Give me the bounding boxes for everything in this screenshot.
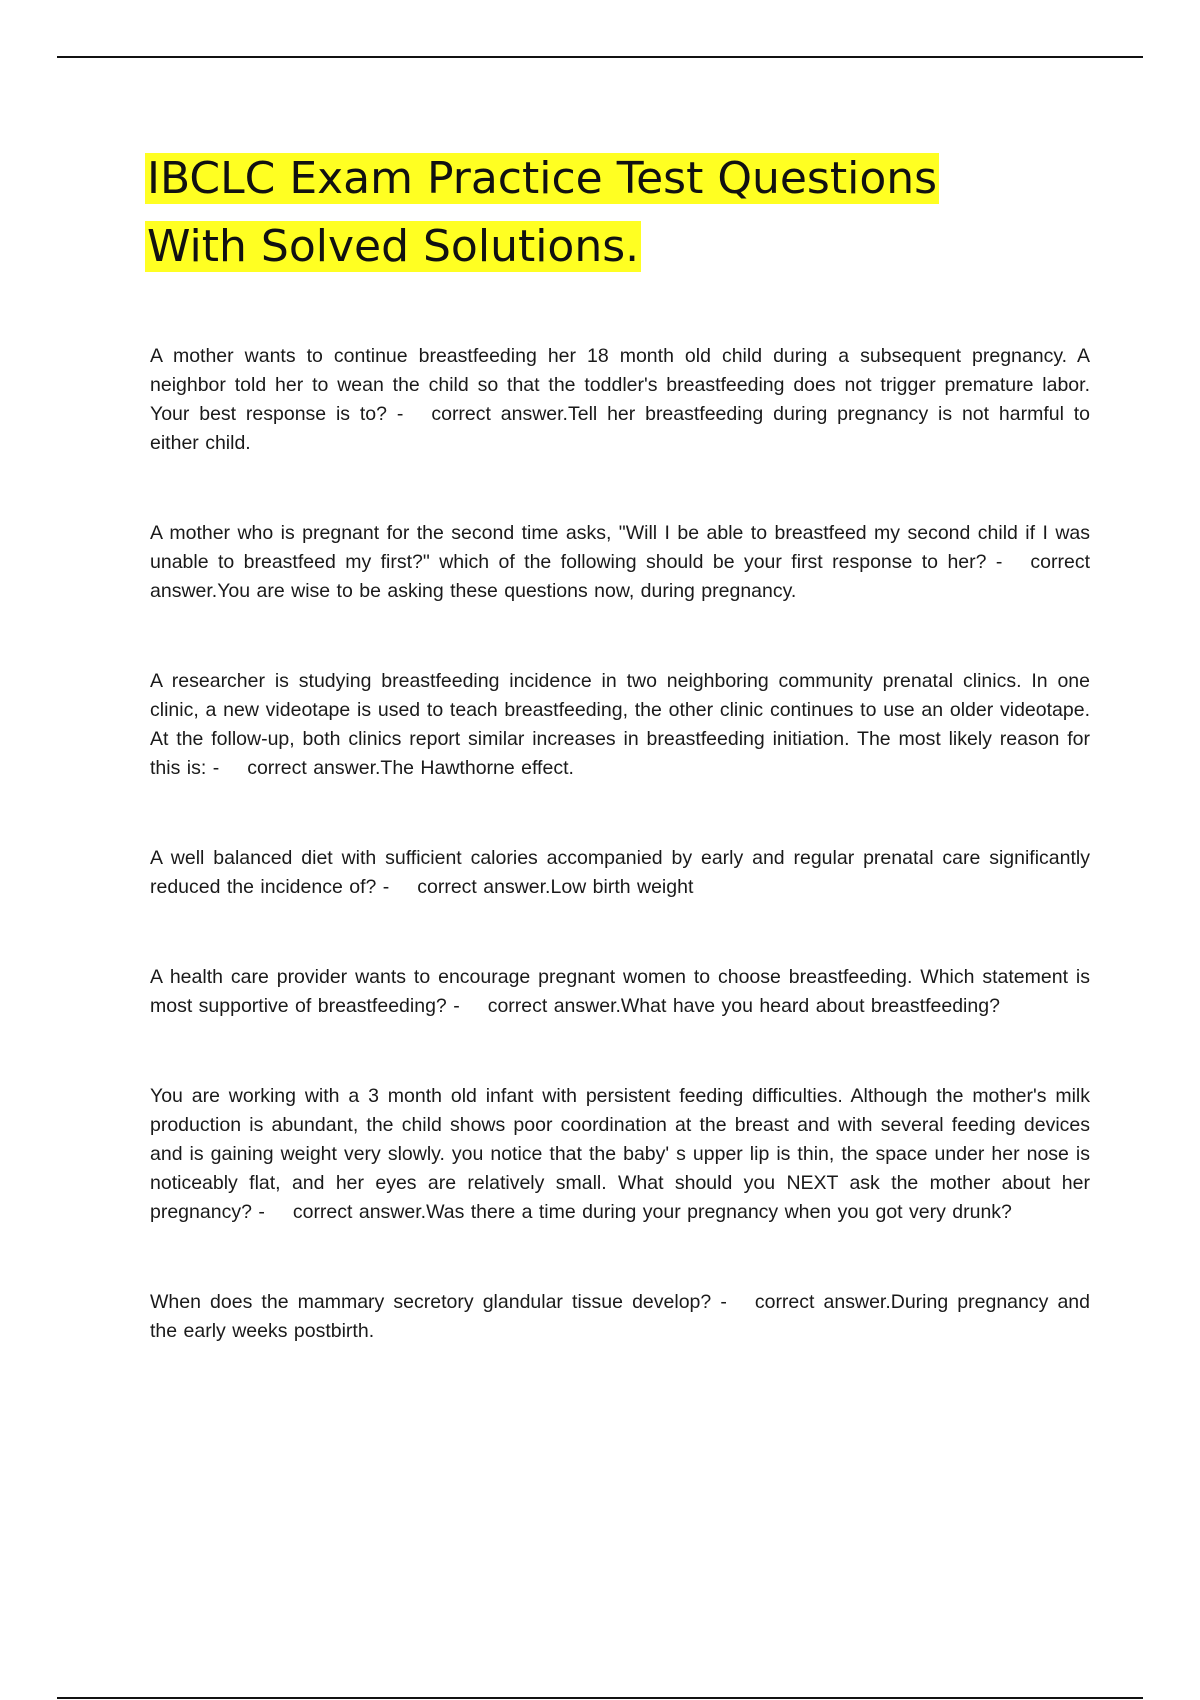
answer-label: correct answer. (150, 551, 1091, 602)
separator: - (382, 876, 390, 898)
answer-text: Tell her breastfeeding during pregnancy is not harmful to either child. (150, 403, 1091, 454)
question-text: When does the mammary secretory glandular tissue develop? (150, 1291, 712, 1313)
answer-text: Was there a time during your pregnancy when you got very drunk? (426, 1201, 1012, 1223)
answer-label: correct answer. (247, 757, 381, 779)
answer-text: You are wise to be asking these questions now, during pregnancy. (217, 580, 797, 602)
qa-item-2 (145, 519, 1090, 606)
answer-text: During pregnancy and the early weeks postbirth. (150, 1291, 1090, 1342)
header-rule (57, 56, 1143, 58)
question-text: A well balanced diet with sufficient calories accompanied by early and regular prenatal care significantly reduced the incidence of? (150, 847, 1090, 898)
question-text: A health care provider wants to encourage pregnant women to choose breastfeeding. Which statement is most supportive of breastfeeding? (150, 966, 1090, 1017)
separator: - (995, 551, 1003, 573)
answer-label: correct answer. (292, 1201, 427, 1223)
separator: - (453, 995, 460, 1017)
question-text: You are working with a 3 month old infant with persistent feeding difficulties. Although the mother's milk production is abundant, the child shows poor coordination at the breast and with several feeding devices and is gaining weight very slowly. you notice that the baby' s upper lip is thin, the space under her nose is noticeably flat, and her eyes are relatively small. What should you NEXT ask the mother about her pregnancy? (150, 1085, 1090, 1223)
separator: - (396, 403, 404, 425)
answer-text: Low birth weight (550, 876, 694, 898)
title-block (145, 145, 1045, 281)
qa-item-4 (145, 844, 1090, 902)
qa-item-7 (145, 1288, 1090, 1346)
qa-item-6 (145, 1082, 1090, 1227)
qa-item-1 (145, 342, 1090, 458)
separator: - (212, 757, 220, 779)
question-text: A mother who is pregnant for the second time asks, "Will I be able to breastfeed my second child if I was unable to breastfeed my first?" which of the following should be your first response to her? (150, 522, 1090, 573)
qa-item-5 (145, 963, 1090, 1021)
qa-item-3 (145, 667, 1090, 783)
answer-text: The Hawthorne effect. (380, 757, 574, 779)
footer-rule (57, 1697, 1143, 1699)
qa-list (145, 342, 1090, 1407)
question-text: A researcher is studying breastfeeding incidence in two neighboring community prenatal clinics. In one clinic, a new videotape is used to teach breastfeeding, the other clinic continues to use an older videotape. At the follow-up, both clinics report similar increases in breastfeeding initiation. The most likely reason for this is: (150, 670, 1090, 779)
answer-label: correct answer. (417, 876, 551, 898)
question-text: A mother wants to continue breastfeeding her 18 month old child during a subsequent pregnancy. A neighbor told her to wean the child so that the toddler's breastfeeding does not trigger premature labor. Your best response is to? (150, 345, 1090, 425)
document-title: IBCLC Exam Practice Test Questions With Solved Solutions. (147, 153, 938, 272)
answer-label: correct answer. (754, 1291, 891, 1313)
separator: - (258, 1201, 265, 1223)
separator: - (720, 1291, 727, 1313)
answer-text: What have you heard about breastfeeding? (620, 995, 1000, 1017)
answer-label: correct answer. (431, 403, 568, 425)
answer-label: correct answer. (487, 995, 621, 1017)
